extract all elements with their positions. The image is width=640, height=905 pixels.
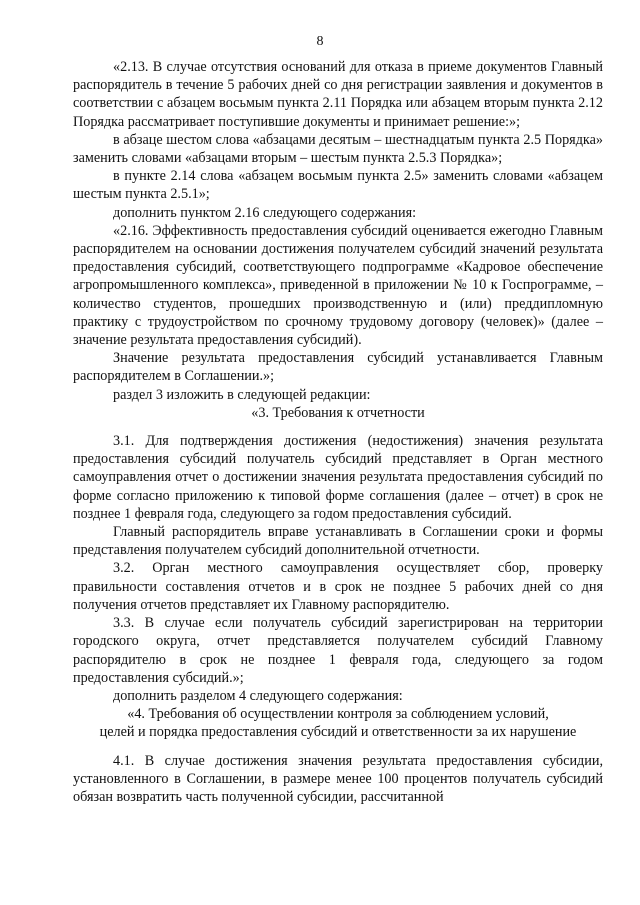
page-number: 8 [316, 34, 324, 49]
paragraph-3-2: 3.2. Орган местного самоуправления осуществляет сбор, проверку правильности составления отчетов и в срок не позднее 5 рабочих дней со дня получения отчетов представляет их Главному распорядителю. [73, 560, 603, 613]
document-body [73, 58, 603, 806]
paragraph-additional-reporting: Главный распорядитель вправе устанавливать в Соглашении сроки и формы представления получателем субсидий дополнительной отчетности. [73, 524, 603, 559]
paragraph-amend-abzac-6: в абзаце шестом слова «абзацами десятым – шестнадцатым пункта 2.5 Порядка» заменить словами «абзацами вторым – шестым пункта 2.5.3 Порядка»; [73, 131, 603, 167]
paragraph-result-value: Значение результата предоставления субсидий устанавливается Главным распорядителем в Соглашении.»; [73, 350, 603, 385]
section-4-heading-line-2: целей и порядка предоставления субсидий и ответственности за их нарушение [99, 724, 577, 741]
paragraph-3-3: 3.3. В случае если получатель субсидий зарегистрирован на территории городского округа, отчет представляется получателем субсидий Главному распорядителю в срок не позднее 1 февраля года, следующего за годом предоставления субсидий.»; [73, 615, 603, 686]
paragraph-amend-2-14: в пункте 2.14 слова «абзацем восьмым пункта 2.5» заменить словами «абзацем шестым пункта 2.5.1»; [73, 168, 603, 203]
paragraph-section-3-intro: раздел 3 изложить в следующей редакции: [113, 386, 371, 403]
paragraph-3-1: 3.1. Для подтверждения достижения (недостижения) значения результата предоставления субсидий получатель субсидий представляет в Орган местного самоуправления отчет о достижении значения результата предоставления субсидий по форме согласно приложению к типовой форме соглашения (далее – отчет) в срок не позднее 1 февраля года, следующего за годом предоставления субсидий. [73, 433, 603, 522]
paragraph-add-2-16: дополнить пунктом 2.16 следующего содержания: [113, 204, 417, 221]
paragraph-section-4-intro: дополнить разделом 4 следующего содержания: [113, 687, 403, 704]
paragraph-4-1: 4.1. В случае достижения значения результата предоставления субсидии, установленного в Соглашении, в размере менее 100 процентов получатель субсидий обязан возвратить часть полученной субсидии, рассчитанной [73, 752, 603, 805]
paragraph-2-13: «2.13. В случае отсутствия оснований для отказа в приеме документов Главный распорядитель в течение 5 рабочих дней со дня регистрации заявления и документов в соответствии с абзацем восьмым пункта 2.11 Порядка или абзацем вторым пункта 2.12 Порядка рассматривает поступившие документы и принимает решение:»; [73, 59, 603, 130]
section-3-heading: «3. Требования к отчетности [251, 404, 425, 421]
paragraph-2-16: «2.16. Эффективность предоставления субсидий оценивается ежегодно Главным распорядителем на основании достижения получателем субсидий значений результата предоставления субсидий, соответствующего подпрограмме «Кадровое обеспечение агропромышленного комплекса», приведенной в приложении № 10 к Госпрограмме, – количество студентов, прошедших производственную и (или) преддипломную практику с трудоустройством по срочному трудовому договору (человек)» (далее – значение результата предоставления субсидий). [73, 222, 603, 349]
section-4-heading [73, 705, 603, 741]
section-4-heading-line-1: «4. Требования об осуществлении контроля за соблюдением условий, [127, 706, 549, 723]
